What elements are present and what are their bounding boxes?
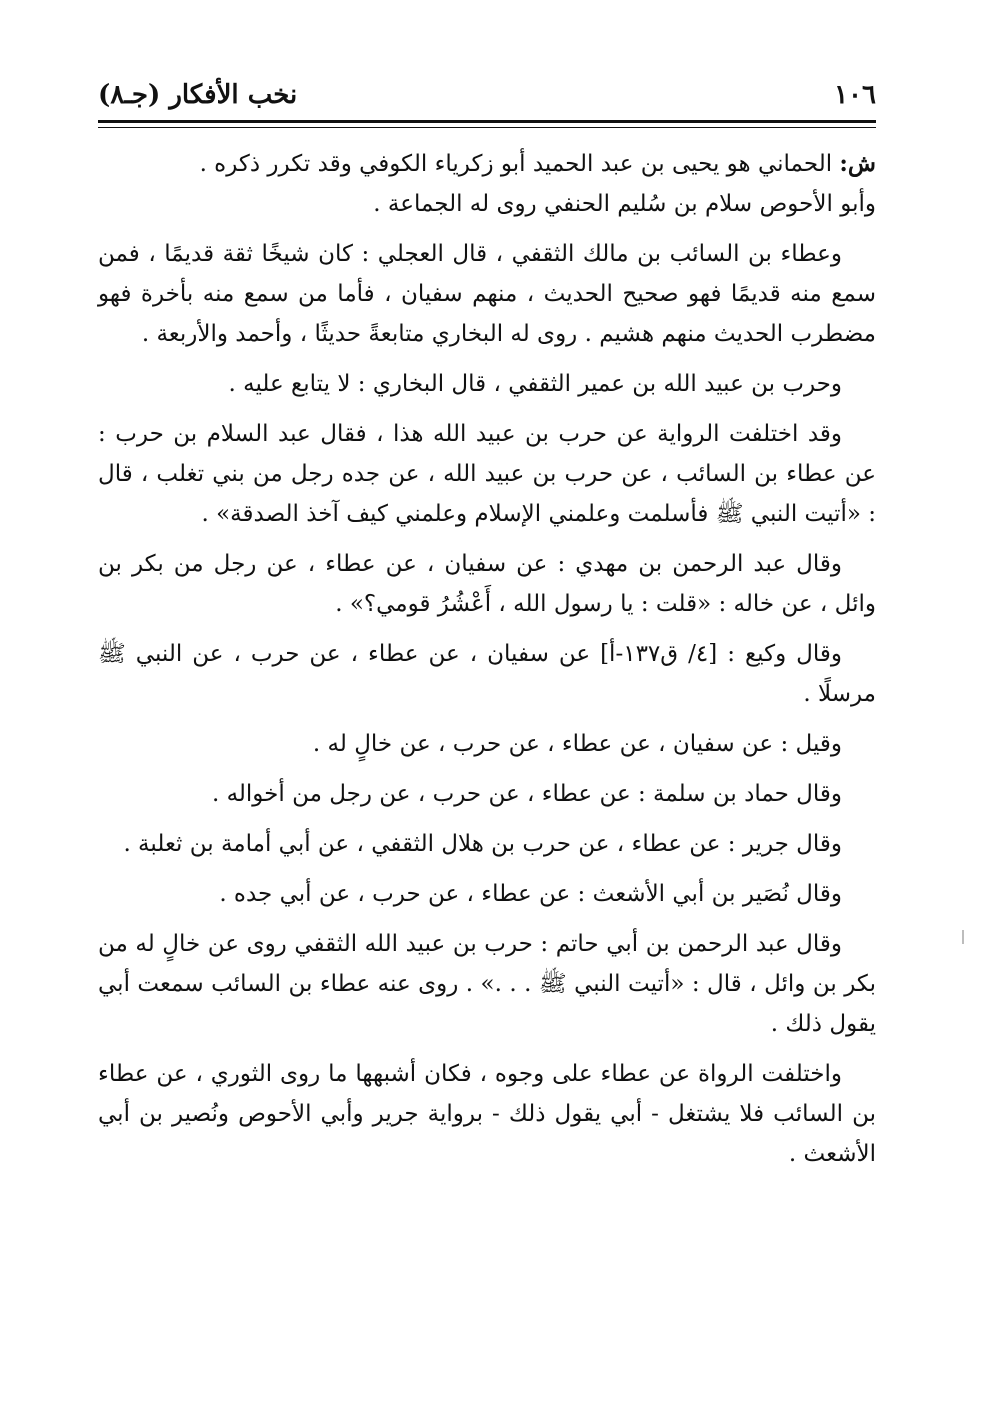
paragraph-5: وقد اختلفت الرواية عن حرب بن عبيد الله هذا ، فقال عبد السلام بن حرب : عن عطاء بن السائب ، عن حرب بن عبيد الله ، عن جده رجل من بني تغلب ، قال : «أتيت النبي ﷺ فأسلمت وعلمني الإسلام وعلمني كيف آخذ الصدقة» . [98,421,876,527]
page-header [98,72,876,118]
book-title: نخب الأفكار (جـ٨) [98,80,298,110]
paragraph-11: وقال نُصَير بن أبي الأشعث : عن عطاء ، عن حرب ، عن أبي جده . [219,881,842,907]
page-number: ١٠٦ [834,80,876,110]
paragraph-1 [98,144,876,184]
paragraph-9: وقال حماد بن سلمة : عن عطاء ، عن حرب ، عن رجل من أخواله . [211,781,842,807]
paragraph-7: وقال وكيع : [٤/ ق١٣٧-أ] عن سفيان ، عن عطاء ، عن حرب ، عن النبي ﷺ مرسلًا . [98,641,876,707]
page-body [98,144,876,1184]
sharh-marker: ش: [839,150,876,177]
paragraph-2: وأبو الأحوص سلام بن سُليم الحنفي روى له الجماعة . [373,191,876,217]
paragraph-8: وقيل : عن سفيان ، عن عطاء ، عن حرب ، عن خالٍ له . [312,731,842,757]
paragraph-13: واختلفت الرواة عن عطاء على وجوه ، فكان أشبهها ما روى الثوري ، عن عطاء بن السائب فلا يشتغل - أبي يقول ذلك - برواية جرير وأبي الأحوص ونُصير بن أبي الأشعث . [98,1061,876,1167]
header-rule-thick [98,120,876,123]
header-rule-thin [98,127,876,128]
paragraph-4: وحرب بن عبيد الله بن عمير الثقفي ، قال البخاري : لا يتابع عليه . [228,371,842,397]
paragraph-1-text: الحماني هو يحيى بن عبد الحميد أبو زكرياء الكوفي وقد تكرر ذكره . [199,151,840,177]
paragraph-10: وقال جرير : عن عطاء ، عن حرب بن هلال الثقفي ، عن أبي أمامة بن ثعلبة . [123,831,842,857]
scan-mark [962,930,964,944]
paragraph-12: وقال عبد الرحمن بن أبي حاتم : حرب بن عبيد الله الثقفي روى عن خالٍ له من بكر بن وائل ، قال : «أتيت النبي ﷺ . . .» . روى عنه عطاء بن السائب سمعت أبي يقول ذلك . [98,931,876,1037]
paragraph-3: وعطاء بن السائب بن مالك الثقفي ، قال العجلي : كان شيخًا ثقة قديمًا ، فمن سمع منه قديمًا فهو صحيح الحديث ، منهم سفيان ، فأما من سمع منه بأخرة فهو مضطرب الحديث منهم هشيم . روى له البخاري متابعةً حديثًا ، وأحمد والأربعة . [98,241,876,347]
paragraph-6: وقال عبد الرحمن بن مهدي : عن سفيان ، عن عطاء ، عن رجل من بكر بن وائل ، عن خاله : «قلت : يا رسول الله ، أَعْشُرُ قومي؟» . [98,551,876,617]
